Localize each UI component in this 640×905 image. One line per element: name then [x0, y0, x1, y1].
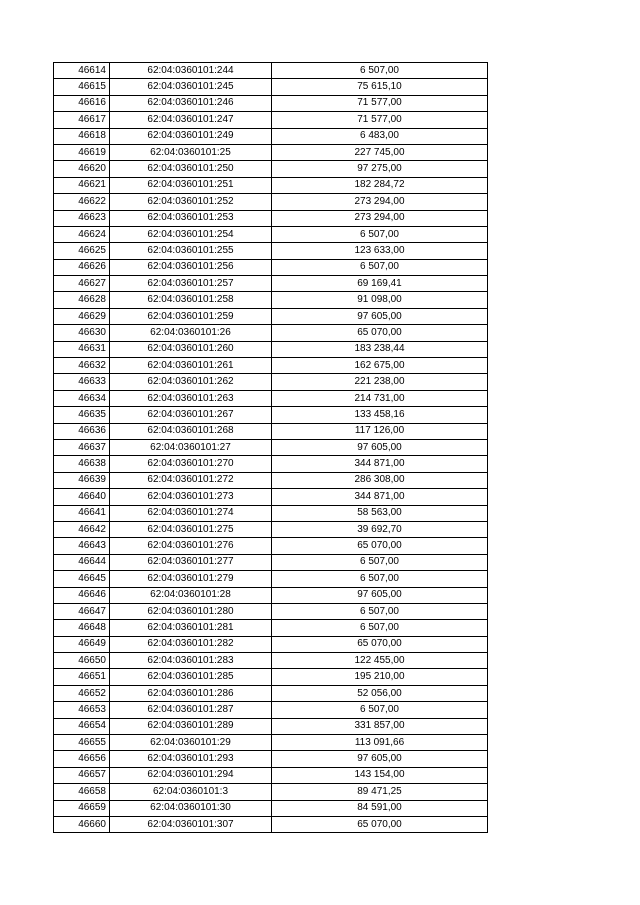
row-number-cell: 46646	[54, 587, 110, 603]
cadastral-value-cell: 6 507,00	[272, 226, 488, 242]
table-row	[54, 374, 488, 390]
table-row	[54, 587, 488, 603]
table-row	[54, 702, 488, 718]
cadastral-value-cell: 6 507,00	[272, 571, 488, 587]
table-row	[54, 423, 488, 439]
cadastral-value-cell: 65 070,00	[272, 816, 488, 832]
row-number-cell: 46651	[54, 669, 110, 685]
cadastral-value-cell: 344 871,00	[272, 489, 488, 505]
cadastral-value-cell: 331 857,00	[272, 718, 488, 734]
cadastral-number-cell: 62:04:0360101:272	[110, 472, 272, 488]
table-row	[54, 538, 488, 554]
row-number-cell: 46642	[54, 521, 110, 537]
cadastral-number-cell: 62:04:0360101:274	[110, 505, 272, 521]
cadastral-number-cell: 62:04:0360101:275	[110, 521, 272, 537]
table-row	[54, 456, 488, 472]
cadastral-number-cell: 62:04:0360101:280	[110, 603, 272, 619]
table-row	[54, 63, 488, 79]
table-row	[54, 226, 488, 242]
cadastral-value-cell: 286 308,00	[272, 472, 488, 488]
cadastral-value-cell: 183 238,44	[272, 341, 488, 357]
row-number-cell: 46636	[54, 423, 110, 439]
row-number-cell: 46617	[54, 112, 110, 128]
cadastral-value-cell: 39 692,70	[272, 521, 488, 537]
cadastral-value-cell: 227 745,00	[272, 144, 488, 160]
cadastral-value-cell: 52 056,00	[272, 685, 488, 701]
cadastral-value-cell: 91 098,00	[272, 292, 488, 308]
table-row	[54, 243, 488, 259]
row-number-cell: 46615	[54, 79, 110, 95]
cadastral-number-cell: 62:04:0360101:259	[110, 308, 272, 324]
cadastral-value-cell: 65 070,00	[272, 325, 488, 341]
row-number-cell: 46616	[54, 95, 110, 111]
cadastral-number-cell: 62:04:0360101:255	[110, 243, 272, 259]
cadastral-value-cell: 58 563,00	[272, 505, 488, 521]
cadastral-number-cell: 62:04:0360101:286	[110, 685, 272, 701]
cadastral-number-cell: 62:04:0360101:283	[110, 653, 272, 669]
cadastral-number-cell: 62:04:0360101:267	[110, 407, 272, 423]
table-row	[54, 407, 488, 423]
row-number-cell: 46644	[54, 554, 110, 570]
table-row	[54, 521, 488, 537]
row-number-cell: 46653	[54, 702, 110, 718]
cadastral-number-cell: 62:04:0360101:249	[110, 128, 272, 144]
row-number-cell: 46623	[54, 210, 110, 226]
table-row	[54, 784, 488, 800]
row-number-cell: 46654	[54, 718, 110, 734]
row-number-cell: 46621	[54, 177, 110, 193]
row-number-cell: 46652	[54, 685, 110, 701]
row-number-cell: 46650	[54, 653, 110, 669]
cadastral-number-cell: 62:04:0360101:307	[110, 816, 272, 832]
cadastral-value-cell: 273 294,00	[272, 210, 488, 226]
row-number-cell: 46626	[54, 259, 110, 275]
table-row	[54, 390, 488, 406]
table-row	[54, 341, 488, 357]
cadastral-value-cell: 69 169,41	[272, 276, 488, 292]
cadastral-number-cell: 62:04:0360101:277	[110, 554, 272, 570]
row-number-cell: 46614	[54, 63, 110, 79]
cadastral-number-cell: 62:04:0360101:262	[110, 374, 272, 390]
cadastral-number-cell: 62:04:0360101:270	[110, 456, 272, 472]
cadastral-number-cell: 62:04:0360101:25	[110, 144, 272, 160]
cadastral-number-cell: 62:04:0360101:273	[110, 489, 272, 505]
cadastral-number-cell: 62:04:0360101:258	[110, 292, 272, 308]
cadastral-number-cell: 62:04:0360101:3	[110, 784, 272, 800]
table-row	[54, 161, 488, 177]
cadastral-value-cell: 65 070,00	[272, 538, 488, 554]
table-row	[54, 358, 488, 374]
cadastral-number-cell: 62:04:0360101:289	[110, 718, 272, 734]
row-number-cell: 46633	[54, 374, 110, 390]
row-number-cell: 46631	[54, 341, 110, 357]
row-number-cell: 46620	[54, 161, 110, 177]
cadastral-number-cell: 62:04:0360101:256	[110, 259, 272, 275]
row-number-cell: 46657	[54, 767, 110, 783]
cadastral-value-cell: 97 275,00	[272, 161, 488, 177]
table-row	[54, 112, 488, 128]
table-row	[54, 144, 488, 160]
row-number-cell: 46660	[54, 816, 110, 832]
cadastral-value-cell: 6 507,00	[272, 259, 488, 275]
cadastral-value-cell: 97 605,00	[272, 439, 488, 455]
cadastral-number-cell: 62:04:0360101:281	[110, 620, 272, 636]
row-number-cell: 46635	[54, 407, 110, 423]
table-row	[54, 439, 488, 455]
cadastral-number-cell: 62:04:0360101:244	[110, 63, 272, 79]
table-row	[54, 505, 488, 521]
row-number-cell: 46630	[54, 325, 110, 341]
cadastral-value-cell: 122 455,00	[272, 653, 488, 669]
table-row	[54, 292, 488, 308]
cadastral-value-cell: 6 507,00	[272, 702, 488, 718]
table-row	[54, 669, 488, 685]
table-row	[54, 210, 488, 226]
table-row	[54, 472, 488, 488]
row-number-cell: 46643	[54, 538, 110, 554]
cadastral-number-cell: 62:04:0360101:294	[110, 767, 272, 783]
table-row	[54, 177, 488, 193]
table-row	[54, 554, 488, 570]
cadastral-value-cell: 97 605,00	[272, 751, 488, 767]
row-number-cell: 46625	[54, 243, 110, 259]
table-row	[54, 325, 488, 341]
cadastral-number-cell: 62:04:0360101:247	[110, 112, 272, 128]
cadastral-value-cell: 273 294,00	[272, 194, 488, 210]
cadastral-value-cell: 6 483,00	[272, 128, 488, 144]
cadastral-number-cell: 62:04:0360101:263	[110, 390, 272, 406]
cadastral-number-cell: 62:04:0360101:29	[110, 735, 272, 751]
cadastral-number-cell: 62:04:0360101:26	[110, 325, 272, 341]
cadastral-number-cell: 62:04:0360101:250	[110, 161, 272, 177]
cadastral-value-cell: 97 605,00	[272, 587, 488, 603]
row-number-cell: 46627	[54, 276, 110, 292]
row-number-cell: 46648	[54, 620, 110, 636]
cadastral-number-cell: 62:04:0360101:287	[110, 702, 272, 718]
table-row	[54, 603, 488, 619]
cadastral-number-cell: 62:04:0360101:282	[110, 636, 272, 652]
cadastral-value-cell: 214 731,00	[272, 390, 488, 406]
row-number-cell: 46629	[54, 308, 110, 324]
table-row	[54, 653, 488, 669]
cadastral-value-cell: 6 507,00	[272, 603, 488, 619]
cadastral-number-cell: 62:04:0360101:252	[110, 194, 272, 210]
row-number-cell: 46632	[54, 358, 110, 374]
cadastral-value-cell: 133 458,16	[272, 407, 488, 423]
row-number-cell: 46639	[54, 472, 110, 488]
table-row	[54, 816, 488, 832]
row-number-cell: 46624	[54, 226, 110, 242]
table-row	[54, 620, 488, 636]
cadastral-value-cell: 123 633,00	[272, 243, 488, 259]
cadastral-value-cell: 71 577,00	[272, 112, 488, 128]
cadastral-number-cell: 62:04:0360101:246	[110, 95, 272, 111]
cadastral-value-cell: 6 507,00	[272, 620, 488, 636]
row-number-cell: 46645	[54, 571, 110, 587]
row-number-cell: 46658	[54, 784, 110, 800]
row-number-cell: 46656	[54, 751, 110, 767]
row-number-cell: 46619	[54, 144, 110, 160]
cadastral-number-cell: 62:04:0360101:257	[110, 276, 272, 292]
cadastral-number-cell: 62:04:0360101:28	[110, 587, 272, 603]
cadastral-value-cell: 182 284,72	[272, 177, 488, 193]
cadastral-value-cell: 6 507,00	[272, 554, 488, 570]
cadastral-value-cell: 6 507,00	[272, 63, 488, 79]
cadastral-value-cell: 221 238,00	[272, 374, 488, 390]
cadastral-value-cell: 117 126,00	[272, 423, 488, 439]
row-number-cell: 46637	[54, 439, 110, 455]
row-number-cell: 46618	[54, 128, 110, 144]
cadastral-number-cell: 62:04:0360101:276	[110, 538, 272, 554]
table-row	[54, 308, 488, 324]
cadastral-number-cell: 62:04:0360101:245	[110, 79, 272, 95]
cadastral-value-cell: 71 577,00	[272, 95, 488, 111]
cadastral-value-cell: 65 070,00	[272, 636, 488, 652]
table-row	[54, 95, 488, 111]
table-row	[54, 79, 488, 95]
cadastral-number-cell: 62:04:0360101:251	[110, 177, 272, 193]
table-row	[54, 128, 488, 144]
row-number-cell: 46634	[54, 390, 110, 406]
cadastral-value-cell: 344 871,00	[272, 456, 488, 472]
cadastral-number-cell: 62:04:0360101:261	[110, 358, 272, 374]
cadastral-number-cell: 62:04:0360101:285	[110, 669, 272, 685]
cadastral-value-cell: 89 471,25	[272, 784, 488, 800]
row-number-cell: 46622	[54, 194, 110, 210]
row-number-cell: 46649	[54, 636, 110, 652]
row-number-cell: 46640	[54, 489, 110, 505]
cadastral-number-cell: 62:04:0360101:254	[110, 226, 272, 242]
cadastral-value-table	[53, 62, 488, 833]
table-row	[54, 685, 488, 701]
table-row	[54, 800, 488, 816]
cadastral-value-cell: 84 591,00	[272, 800, 488, 816]
cadastral-number-cell: 62:04:0360101:293	[110, 751, 272, 767]
table-row	[54, 751, 488, 767]
table-body	[54, 63, 488, 833]
row-number-cell: 46647	[54, 603, 110, 619]
table-row	[54, 718, 488, 734]
cadastral-value-cell: 113 091,66	[272, 735, 488, 751]
table-row	[54, 571, 488, 587]
row-number-cell: 46628	[54, 292, 110, 308]
table-row	[54, 735, 488, 751]
cadastral-number-cell: 62:04:0360101:260	[110, 341, 272, 357]
cadastral-value-cell: 195 210,00	[272, 669, 488, 685]
row-number-cell: 46655	[54, 735, 110, 751]
cadastral-value-cell: 162 675,00	[272, 358, 488, 374]
cadastral-number-cell: 62:04:0360101:268	[110, 423, 272, 439]
cadastral-value-cell: 143 154,00	[272, 767, 488, 783]
cadastral-value-cell: 97 605,00	[272, 308, 488, 324]
table-row	[54, 489, 488, 505]
table-row	[54, 194, 488, 210]
cadastral-number-cell: 62:04:0360101:27	[110, 439, 272, 455]
cadastral-number-cell: 62:04:0360101:30	[110, 800, 272, 816]
table-row	[54, 259, 488, 275]
row-number-cell: 46659	[54, 800, 110, 816]
row-number-cell: 46638	[54, 456, 110, 472]
cadastral-value-cell: 75 615,10	[272, 79, 488, 95]
row-number-cell: 46641	[54, 505, 110, 521]
table-row	[54, 767, 488, 783]
table-row	[54, 636, 488, 652]
cadastral-number-cell: 62:04:0360101:279	[110, 571, 272, 587]
cadastral-number-cell: 62:04:0360101:253	[110, 210, 272, 226]
table-row	[54, 276, 488, 292]
